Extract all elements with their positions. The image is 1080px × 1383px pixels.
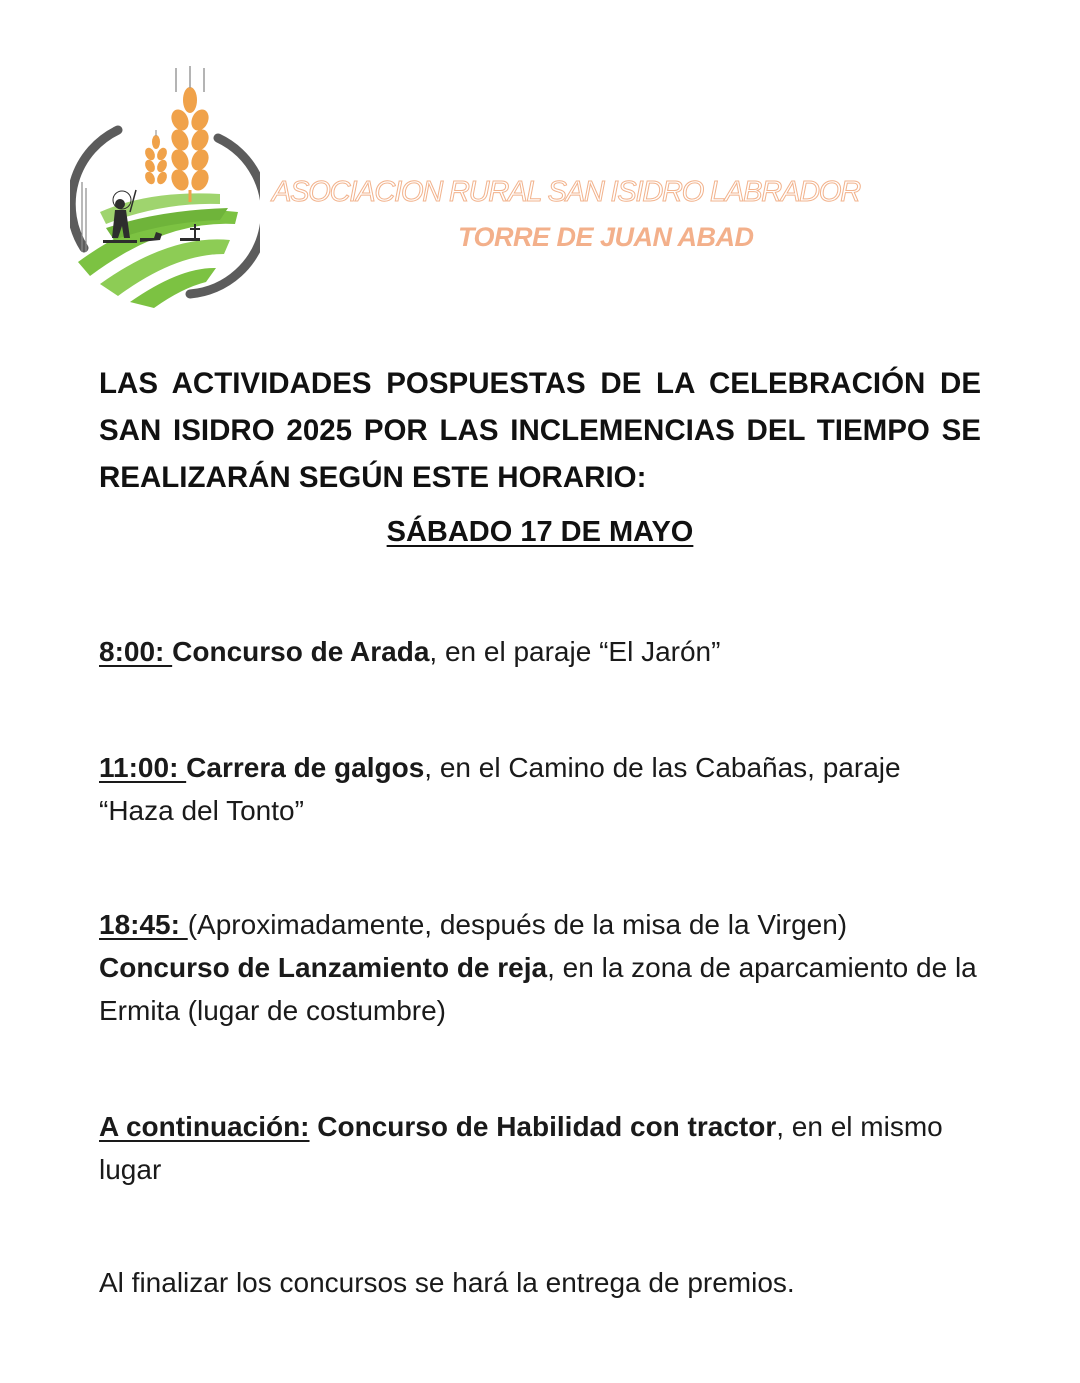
event-lanzamiento-reja [99, 903, 979, 1032]
event-title: Concurso de Habilidad con tractor [317, 1111, 777, 1142]
event-details: , en el Camino de las Cabañas, paraje “Haza del Tonto” [99, 752, 901, 826]
organization-name: ASOCIACION RURAL SAN ISIDRO LABRADOR [272, 176, 860, 208]
date-heading [0, 516, 1080, 549]
event-title: Carrera de galgos [186, 752, 425, 783]
closing-note: Al finalizar los concursos se hará la entrega de premios. [99, 1267, 795, 1298]
event-galgos [99, 746, 979, 832]
association-logo [70, 62, 260, 314]
event-details: , en la zona de aparcamiento de la Ermita (lugar de costumbre) [99, 952, 977, 1026]
event-time: A continuación: [99, 1111, 310, 1142]
event-details: , en el paraje “El Jarón” [429, 636, 721, 667]
event-title: Concurso de Arada [172, 636, 430, 667]
event-time: 8:00: [99, 636, 173, 667]
event-time: 11:00: [99, 752, 187, 783]
organization-town: TORRE DE JUAN ABAD [458, 222, 754, 252]
event-time: 18:45: [99, 909, 188, 940]
event-arada [99, 630, 979, 673]
date-heading-text: SÁBADO 17 DE MAYO [386, 516, 694, 548]
event-note: (Aproximadamente, después de la misa de la Virgen) [187, 909, 848, 940]
event-details: , en el mismo lugar [99, 1111, 943, 1185]
intro-paragraph: LAS ACTIVIDADES POSPUESTAS DE LA CELEBRACIÓN DE SAN ISIDRO 2025 POR LAS INCLEMENCIAS DEL TIEMPO SE REALIZARÁN SEGÚN ESTE HORARIO: [99, 367, 981, 494]
event-title: Concurso de Lanzamiento de reja [99, 952, 548, 983]
event-habilidad-tractor [99, 1105, 979, 1191]
